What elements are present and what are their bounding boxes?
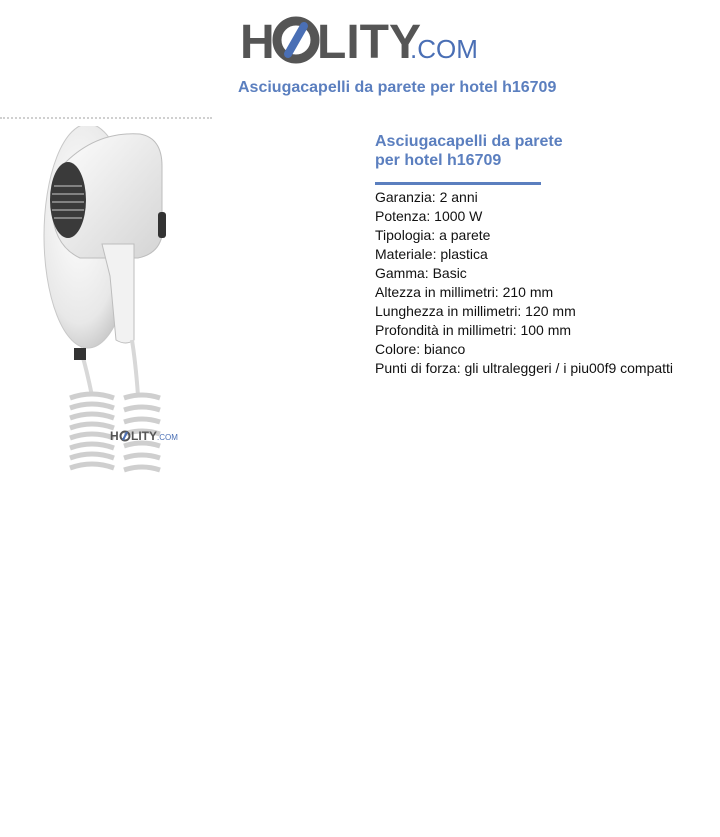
spec-item: Colore: bianco [375,341,466,357]
spec-item: Garanzia: 2 anni [375,189,478,205]
spec-item: Materiale: plastica [375,246,488,262]
watermark-logo [110,429,178,443]
spec-item: Punti di forza: gli ultraleggeri / i piu00f9 compatti [375,360,674,376]
hair-dryer-icon [40,126,190,478]
spec-list [375,188,715,378]
svg-text:H: H [110,429,119,443]
spec-item: Tipologia: a parete [375,227,491,243]
svg-text:LITY: LITY [131,429,157,443]
spec-item: Gamma: Basic [375,265,467,281]
spec-item: Lunghezza in millimetri: 120 mm [375,303,576,319]
page-title: Asciugacapelli da parete per hotel h16709 [238,79,557,96]
product-title: Asciugacapelli da parete per hotel h16709 [375,133,563,169]
spec-item: Altezza in millimetri: 210 mm [375,284,554,300]
logo-suffix: .COM [410,34,478,64]
logo-o-icon [277,21,315,59]
logo-letters: LITY [317,16,421,69]
svg-text:.COM: .COM [157,433,178,442]
spec-item: Profondità in millimetri: 100 mm [375,322,572,338]
product-image[interactable] [40,126,190,478]
title-underline [375,182,541,185]
spec-item: Potenza: 1000 W [375,208,483,224]
logo-letter-h: H [240,16,275,69]
divider [0,117,212,119]
product-details [375,132,715,378]
holity-logo[interactable] [240,10,485,70]
